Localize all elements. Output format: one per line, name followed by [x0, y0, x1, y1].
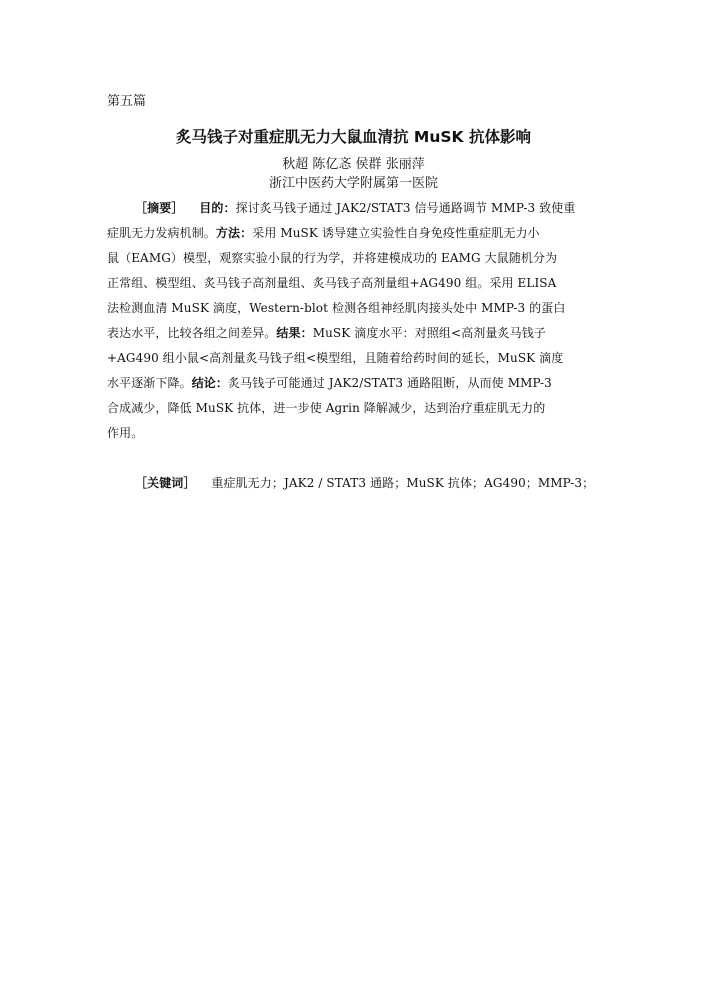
- abstract-line: [107, 346, 599, 371]
- abstract-line: [107, 371, 599, 396]
- abstract-text: 采用 MuSK 诱导建立实验性自身免疫性重症肌无力小: [252, 226, 540, 240]
- abstract-line: [107, 321, 599, 346]
- abstract-text: 探讨炙马钱子通过 JAK2/STAT3 信号通路调节 MMP-3 致使重: [235, 201, 576, 215]
- abstract-text: 炙马钱子可能通过 JAK2/STAT3 通路阻断，从而使 MMP-3: [228, 376, 552, 390]
- keywords-tag: ［关键词］: [135, 476, 196, 490]
- abstract-text: 水平逐渐下降。: [107, 376, 192, 390]
- abstract-text: 正常组、模型组、炙马钱子高剂量组、炙马钱子高剂量组+AG490 组。采用 ELISA: [107, 276, 557, 290]
- abstract-text: 表达水平，比较各组之间差异。: [107, 326, 277, 340]
- keywords-text: 重症肌无力；JAK2 / STAT3 通路；MuSK 抗体；AG490；MMP-3；: [211, 476, 595, 490]
- abstract-heading-results: 结果：: [276, 326, 313, 340]
- keywords: [107, 471, 599, 496]
- abstract-heading-conclusion: 结论：: [191, 376, 229, 390]
- abstract-line: [107, 271, 599, 296]
- abstract-text: 症肌无力发病机制。: [107, 226, 216, 240]
- abstract-text: 法检测血清 MuSK 滴度，Western-blot 检测各组神经肌肉接头处中 MMP-3 的蛋白: [107, 301, 566, 315]
- abstract-heading-methods: 方法：: [215, 226, 253, 240]
- abstract: [107, 196, 599, 446]
- abstract-text: 作用。: [107, 426, 144, 440]
- affiliation: 浙江中医药大学附属第一医院: [268, 176, 438, 191]
- abstract-tag: ［摘要］: [135, 201, 184, 215]
- abstract-text: +AG490 组小鼠<高剂量炙马钱子组<模型组，且随着给药时间的延长，MuSK 滴度: [107, 351, 564, 365]
- section-label: 第五篇: [107, 94, 147, 109]
- keywords-line: [107, 471, 599, 496]
- abstract-text: MuSK 滴度水平：对照组<高剂量炙马钱子: [312, 326, 546, 340]
- abstract-line: [107, 396, 599, 421]
- abstract-line: [107, 296, 599, 321]
- abstract-line: [107, 246, 599, 271]
- authors: 秋超 陈亿忞 侯群 张丽萍: [282, 157, 425, 172]
- abstract-line: [107, 421, 599, 446]
- paper-title: 炙马钱子对重症肌无力大鼠血清抗 MuSK 抗体影响: [176, 128, 531, 146]
- abstract-text: 合成减少，降低 MuSK 抗体，进一步使 Agrin 降解减少，达到治疗重症肌无力的: [107, 401, 546, 415]
- abstract-line: [107, 196, 599, 221]
- abstract-text: 鼠（EAMG）模型，观察实验小鼠的行为学，并将建模成功的 EAMG 大鼠随机分为: [107, 251, 558, 265]
- abstract-line: [107, 221, 599, 246]
- abstract-heading-objective: 目的：: [199, 201, 236, 215]
